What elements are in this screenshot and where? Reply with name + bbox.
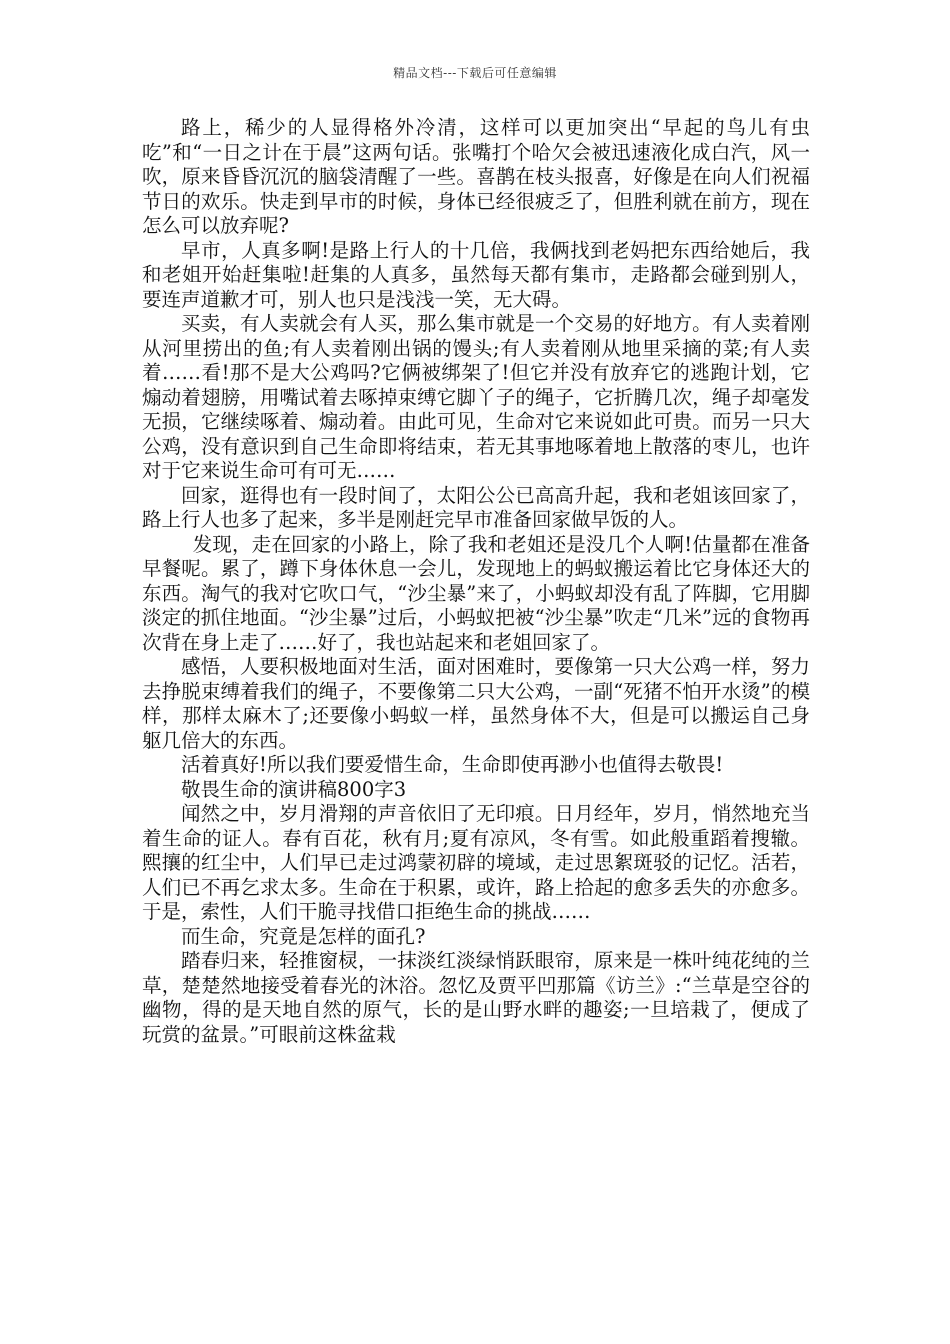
paragraph: 买卖，有人卖就会有人买，那么集市就是一个交易的好地方。有人卖着刚从河里捞出的鱼;有人卖着刚出锅的馒头;有人卖着刚从地里采摘的菜;有人卖着……看!那不是大公鸡吗?它俩被绑架了!但它并没有放弃它的逃跑计划，它煽动着翅膀，用嘴试着去啄掉束缚它脚丫子的绳子，它折腾几次，绳子却毫发无损，它继续啄着、煽动着。由此可见，生命对它来说如此可贵。而另一只大公鸡，没有意识到自己生命即将结束，若无其事地啄着地上散落的枣儿，也许对于它来说生命可有可无…… xyxy=(142,312,810,482)
page-header: 精品文档---下载后可任意编辑 xyxy=(393,66,557,80)
paragraph: 踏春归来，轻推窗棂，一抹淡红淡绿悄跃眼帘，原来是一株叶纯花纯的兰草，楚楚然地接受着春光的沐浴。忽忆及贾平凹那篇《访兰》:“兰草是空谷的幽物，得的是天地自然的原气，长的是山野水畔的趣姿;一旦培栽了，便成了玩赏的盆景。”可眼前这株盆栽 xyxy=(142,949,810,1046)
paragraph: 活着真好!所以我们要爱惜生命，生命即使再渺小也值得去敬畏! xyxy=(181,753,724,776)
paragraph: 早市，人真多啊!是路上行人的十几倍，我俩找到老妈把东西给她后，我和老姐开始赶集啦!赶集的人真多，虽然每天都有集市，走路都会碰到别人，要连声道歉才可，别人也只是浅浅一笑，无大碍。 xyxy=(142,238,810,311)
document-body xyxy=(142,116,810,1047)
paragraph: 发现，走在回家的小路上，除了我和老姐还是没几个人啊!估量都在准备早餐呢。累了，蹲下身体休息一会儿，发现地上的蚂蚁搬运着比它身体还大的东西。淘气的我对它吹口气，“沙尘暴”来了，小蚂蚁却没有乱了阵脚，它用脚淡定的抓住地面。“沙尘暴”过后，小蚂蚁把被“沙尘暴”吹走“几米”远的食物再次背在身上走了……好了，我也站起来和老姐回家了。 xyxy=(142,532,810,654)
paragraph: 感悟，人要积极地面对生活，面对困难时，要像第一只大公鸡一样，努力去挣脱束缚着我们的绳子，不要像第二只大公鸡，一副“死猪不怕开水烫”的模样，那样太麻木了;还要像小蚂蚁一样，虽然身体不大，但是可以搬运自己身躯几倍大的东西。 xyxy=(142,655,810,752)
paragraph: 而生命，究竟是怎样的面孔? xyxy=(181,924,426,948)
paragraph: 路上，稀少的人显得格外冷清，这样可以更加突出“早起的鸟儿有虫吃”和“一日之计在于晨”这两句话。张嘴打个哈欠会被迅速液化成白汽，风一吹，原来昏昏沉沉的脑袋清醒了一些。喜鹊在枝头报喜，好像是在向人们祝福节日的欢乐。快走到早市的时候，身体已经很疲乏了，但胜利就在前方，现在怎么可以放弃呢? xyxy=(142,116,810,237)
paragraph: 回家，逛得也有一段时间了，太阳公公已高高升起，我和老姐该回家了，路上行人也多了起来，多半是刚赶完早市准备回家做早饭的人。 xyxy=(142,483,810,531)
paragraph: 闻然之中，岁月滑翔的声音依旧了无印痕。日月经年，岁月，悄然地充当着生命的证人。春有百花，秋有月;夏有凉风，冬有雪。如此般重蹈着搜辙。熙攘的红尘中，人们早已走过鸿蒙初辟的境域，走过思絮斑驳的记忆。活若，人们已不再乞求太多。生命在于积累，或许，路上拾起的愈多丢失的亦愈多。于是，索性，人们干脆寻找借口拒绝生命的挑战…… xyxy=(142,802,810,923)
section-title: 敬畏生命的演讲稿800字3 xyxy=(181,777,407,801)
